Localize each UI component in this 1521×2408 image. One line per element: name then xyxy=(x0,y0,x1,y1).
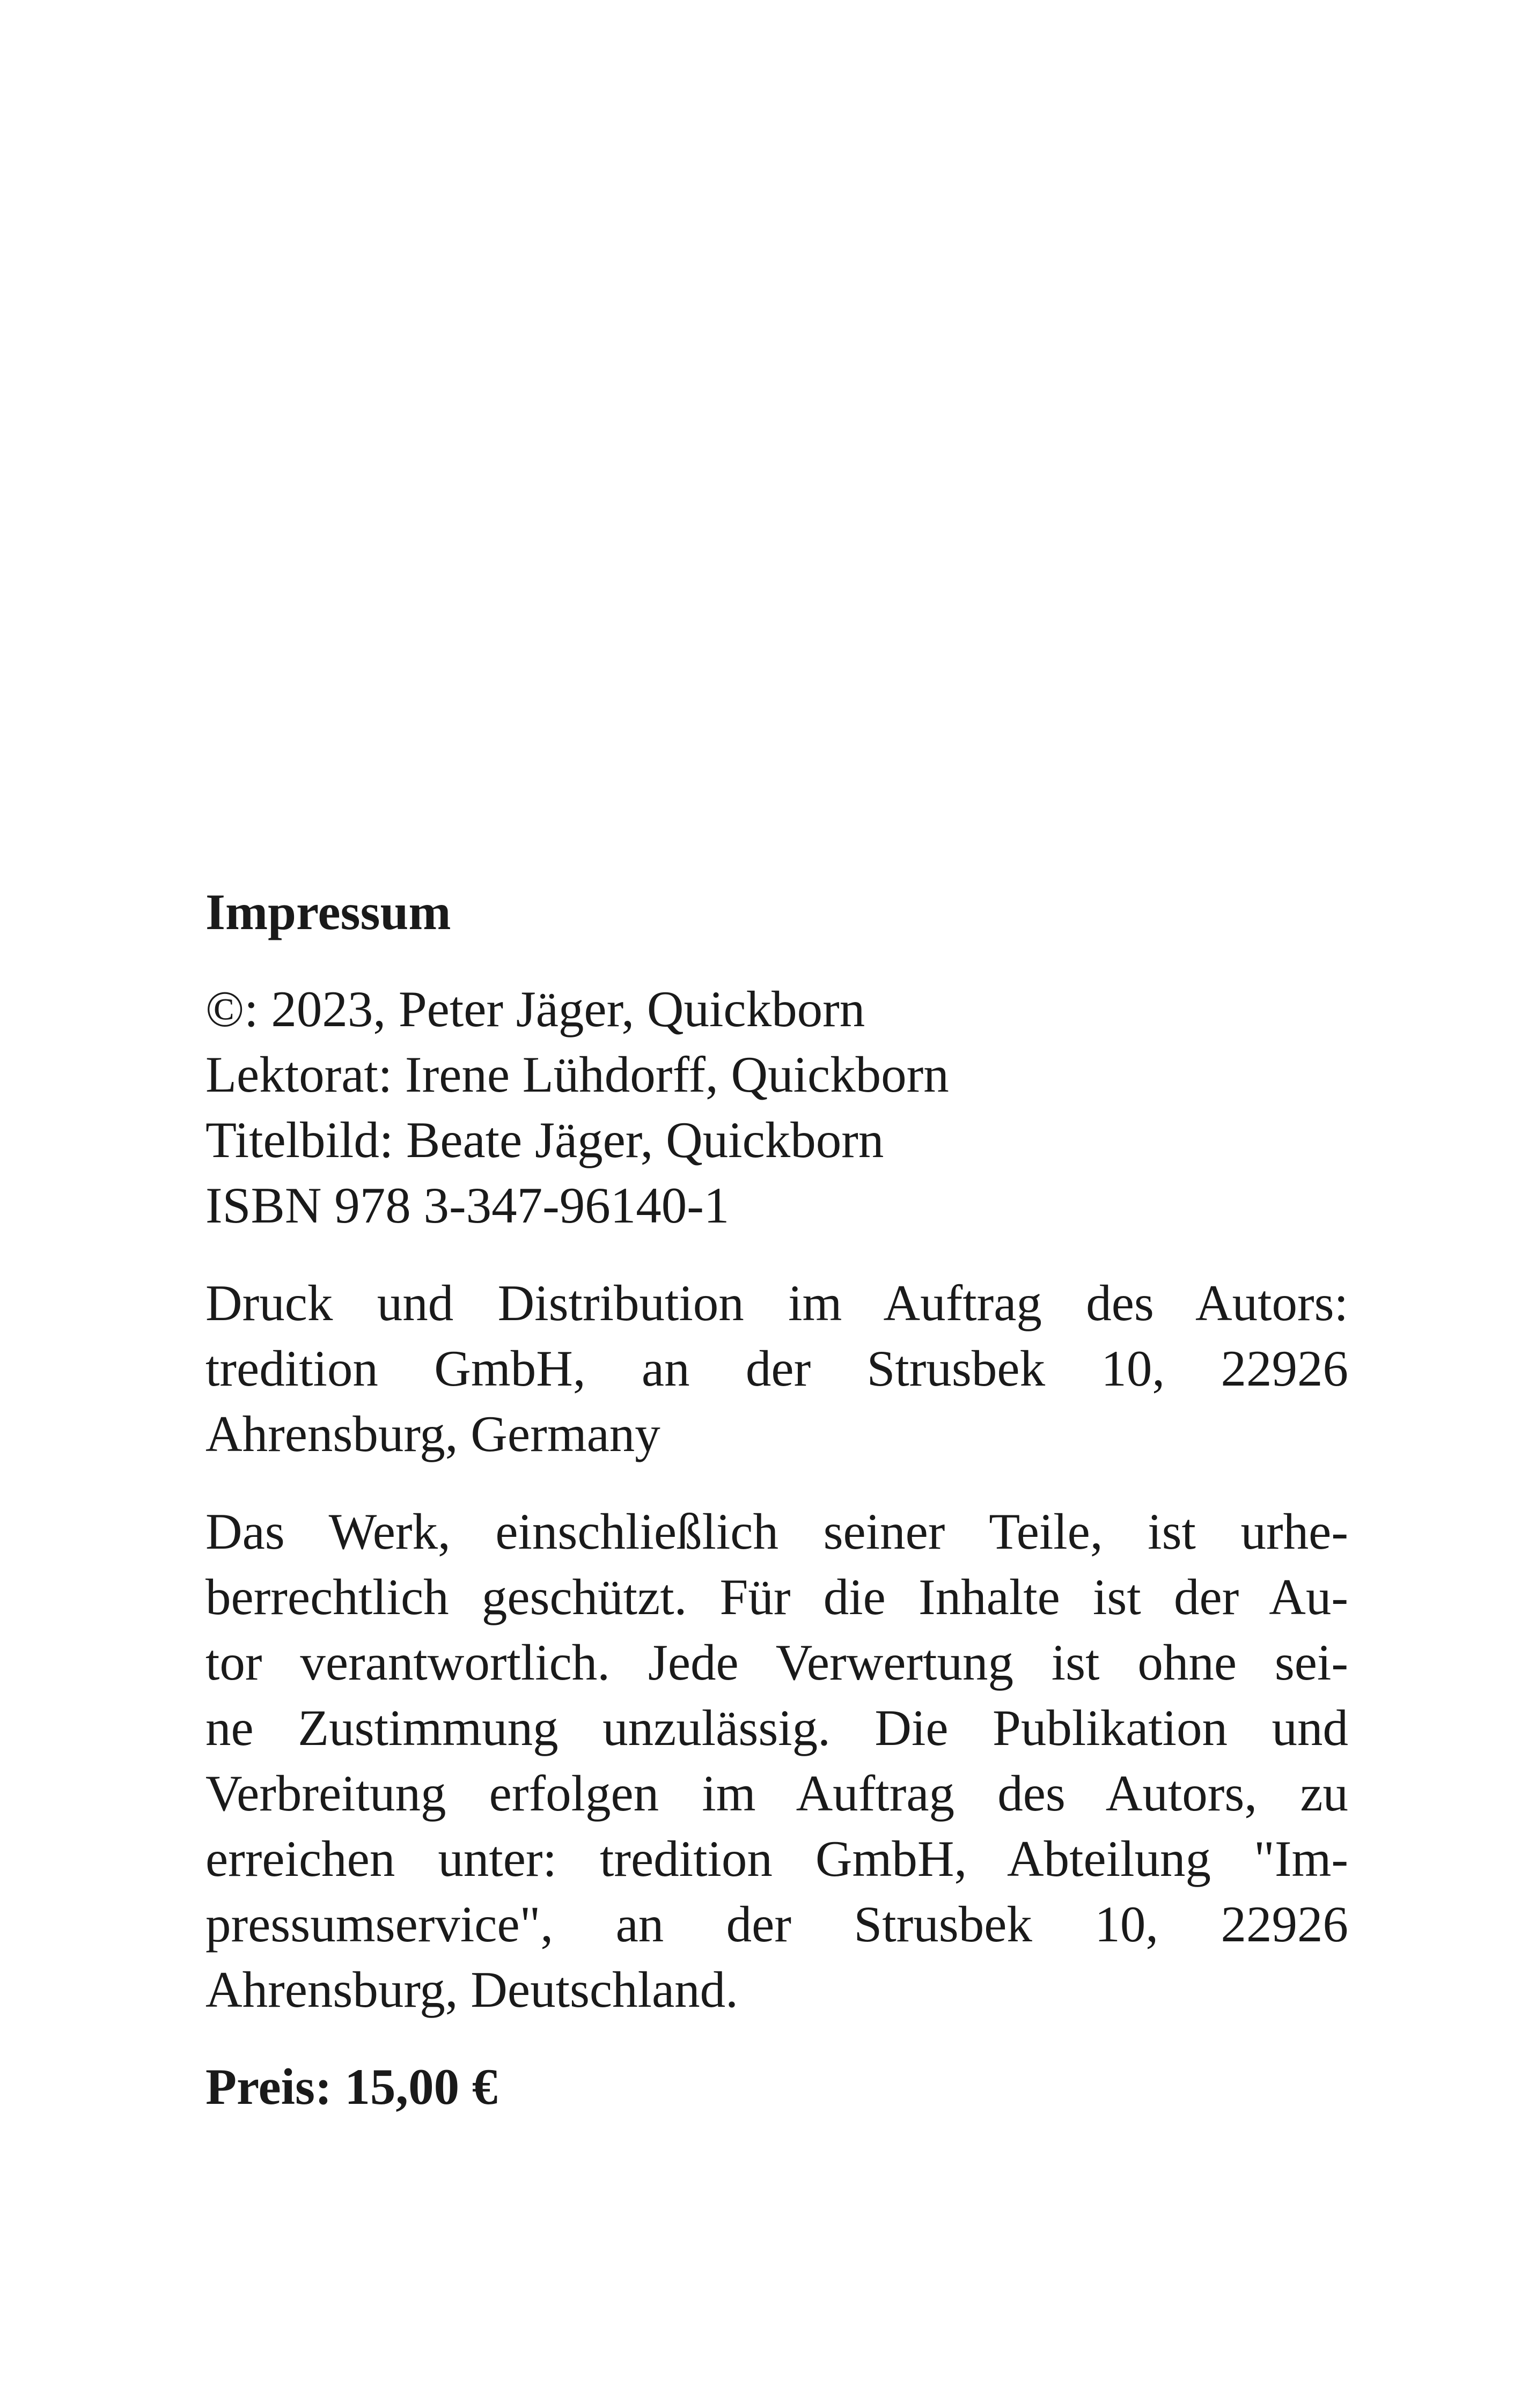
notice-line: erreichen unter: tredition GmbH, Abteilung "Im- xyxy=(205,1830,1348,1887)
copyright-notice-block xyxy=(205,1499,1348,2022)
copyright-line: ©: 2023, Peter Jäger, Quickborn xyxy=(205,981,865,1037)
notice-line: ne Zustimmung unzulässig. Die Publikation und xyxy=(205,1699,1348,1756)
notice-line: pressumservice", an der Strusbek 10, 22926 xyxy=(205,1896,1348,1953)
distribution-line: tredition GmbH, an der Strusbek 10, 22926 xyxy=(205,1340,1348,1397)
editor-line: Lektorat: Irene Lühdorff, Quickborn xyxy=(205,1046,949,1103)
isbn-line: ISBN 978 3-347-96140-1 xyxy=(205,1177,730,1234)
notice-line: Verbreitung erfolgen im Auftrag des Autors, zu xyxy=(205,1765,1348,1822)
distribution-block xyxy=(205,1270,1348,1467)
distribution-line: Druck und Distribution im Auftrag des Autors: xyxy=(205,1275,1348,1331)
notice-line: berrechtlich geschützt. Für die Inhalte ist der Au- xyxy=(205,1568,1348,1625)
notice-line: tor verantwortlich. Jede Verwertung ist ohne sei- xyxy=(205,1634,1348,1691)
credits-block xyxy=(205,976,1348,1238)
price-label: Preis: 15,00 € xyxy=(205,2058,498,2115)
notice-line: Das Werk, einschließlich seiner Teile, ist urhe- xyxy=(205,1503,1348,1560)
imprint-heading: Impressum xyxy=(205,883,451,940)
cover-image-line: Titelbild: Beate Jäger, Quickborn xyxy=(205,1111,884,1168)
distribution-line: Ahrensburg, Germany xyxy=(205,1405,660,1462)
notice-line: Ahrensburg, Deutschland. xyxy=(205,1961,738,2018)
imprint-section xyxy=(205,880,1348,2119)
